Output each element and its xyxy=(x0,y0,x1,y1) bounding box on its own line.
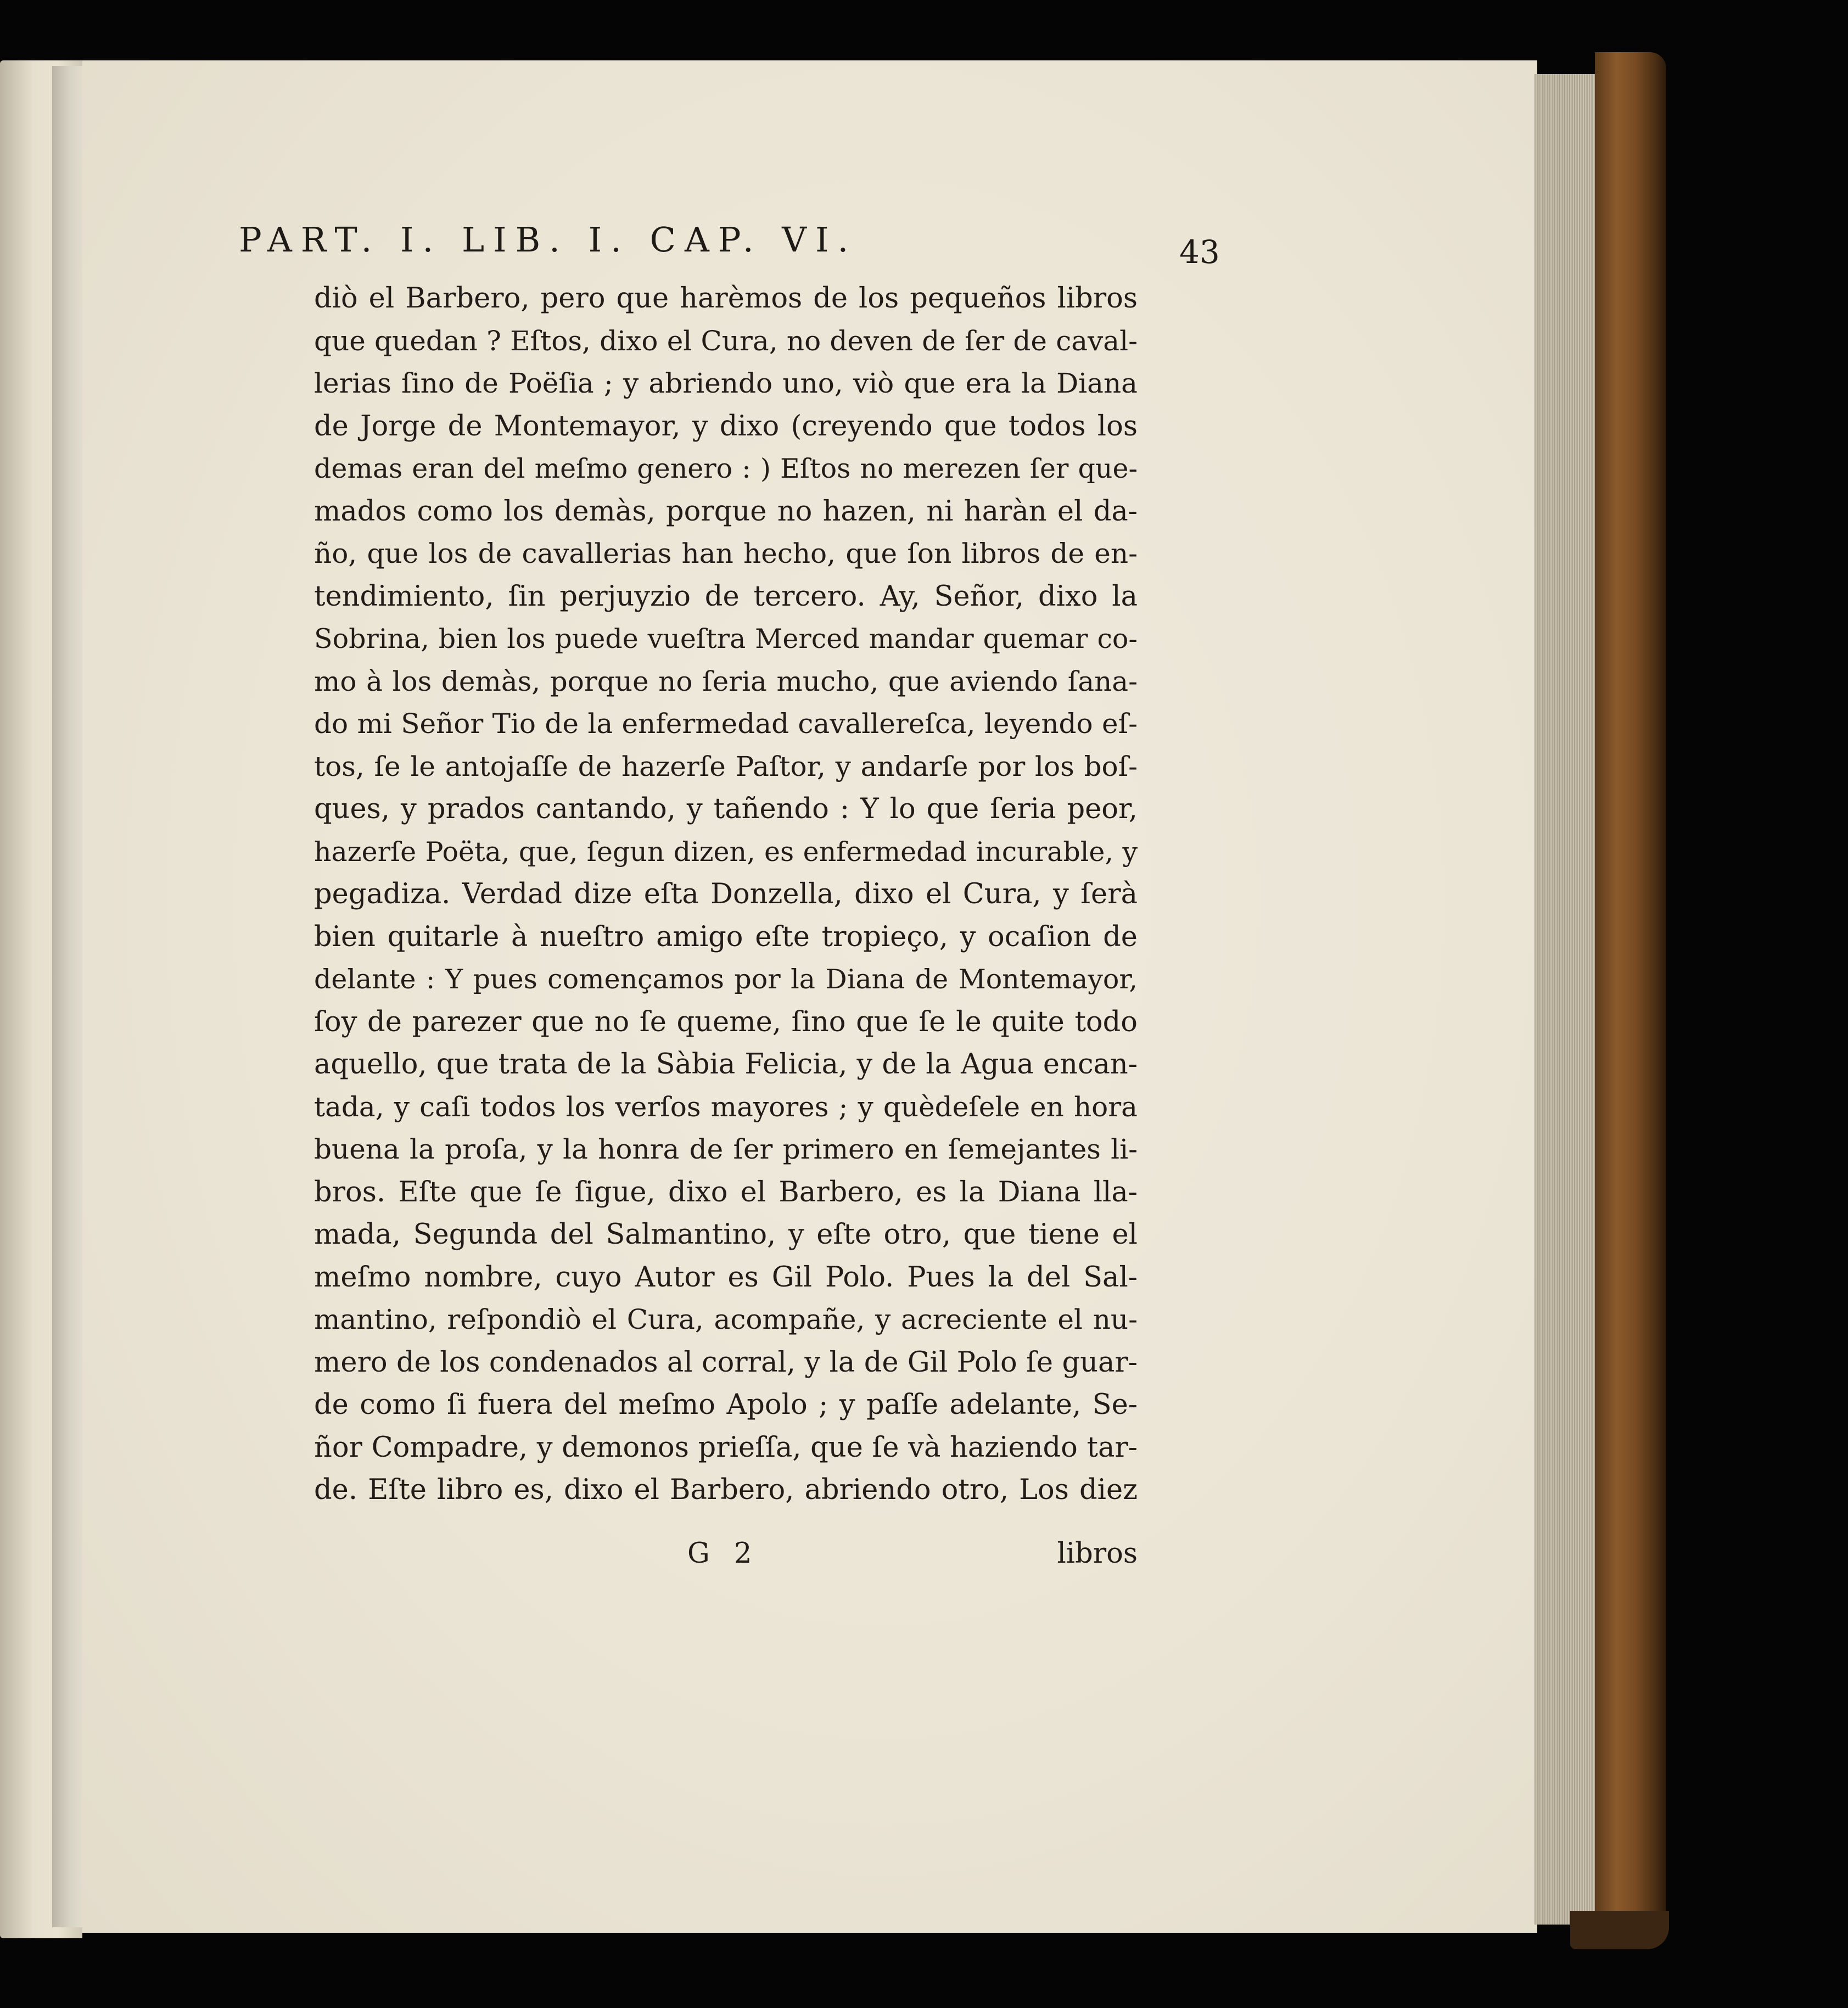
catchword: libros xyxy=(1057,1537,1138,1570)
text-line: aquello, que trata de la Sàbia Felicia, y de la Agua encan- xyxy=(314,1048,1138,1081)
signature-mark: G 2 xyxy=(687,1537,760,1570)
text-line: de Jorge de Montemayor, y dixo (creyendo que todos los xyxy=(314,410,1138,443)
text-line: diò el Barbero, pero que harèmos de los pequeños libros xyxy=(314,282,1138,315)
text-line: ques, y prados cantando, y tañendo : Y lo que ſeria peor, xyxy=(314,793,1138,825)
text-line: delante : Y pues començamos por la Diana de Montemayor, xyxy=(314,964,1138,995)
text-line: lerias ſino de Poëſia ; y abriendo uno, viò que era la Diana xyxy=(314,367,1138,399)
text-line: ño, que los de cavallerias han hecho, que ſon libros de en- xyxy=(314,538,1138,569)
text-line: hazerſe Poëta, que, ſegun dizen, es enfermedad incurable, y xyxy=(314,836,1138,868)
leather-cover xyxy=(1595,52,1666,1947)
text-line: tada, y caſi todos los verſos mayores ; y quèdeſele en hora xyxy=(314,1090,1138,1123)
text-line: mero de los condenados al corral, y la de Gil Polo ſe guar- xyxy=(314,1346,1138,1379)
text-line: ſoy de parezer que no ſe queme, ſino que ſe le quite todo xyxy=(314,1005,1138,1038)
cover-corner xyxy=(1570,1911,1669,1949)
page-number: 43 xyxy=(1179,233,1220,271)
footer-line xyxy=(314,1532,1138,1576)
body-text xyxy=(314,277,1138,1512)
running-head: PART. I. LIB. I. CAP. VI. xyxy=(239,220,858,260)
text-line: bien quitarle à nueſtro amigo eſte tropieço, y ocaſion de xyxy=(314,920,1138,953)
page-edges xyxy=(1535,74,1600,1925)
text-line: de como ſi fuera del meſmo Apolo ; y paſſe adelante, Se- xyxy=(314,1389,1138,1421)
text-line: ñor Compadre, y demonos prieſſa, que ſe và haziendo tar- xyxy=(314,1431,1138,1464)
text-line: de. Eſte libro es, dixo el Barbero, abriendo otro, Los diez xyxy=(314,1474,1138,1506)
text-line: pegadiza. Verdad dize eſta Donzella, dixo el Cura, y ſerà xyxy=(314,878,1138,910)
text-line: mada, Segunda del Salmantino, y eſte otro, que tiene el xyxy=(314,1218,1138,1251)
text-line: do mi Señor Tio de la enfermedad cavallereſca, leyendo eſ- xyxy=(314,708,1138,740)
text-line: demas eran del meſmo genero : ) Eſtos no merezen ſer que- xyxy=(314,453,1138,484)
text-line: bros. Eſte que ſe ſigue, dixo el Barbero, es la Diana lla- xyxy=(314,1176,1138,1209)
text-line: Sobrina, bien los puede vueſtra Merced mandar quemar co- xyxy=(314,623,1138,655)
text-line: buena la proſa, y la honra de ſer primero en ſemejantes li- xyxy=(314,1133,1138,1165)
text-line: mo à los demàs, porque no ſeria mucho, que aviendo ſana- xyxy=(314,665,1138,697)
text-line: que quedan ? Eſtos, dixo el Cura, no deven de ſer de caval- xyxy=(314,325,1138,357)
text-line: meſmo nombre, cuyo Autor es Gil Polo. Pues la del Sal- xyxy=(314,1261,1138,1294)
text-line: mados como los demàs, porque no hazen, ni haràn el da- xyxy=(314,495,1138,528)
text-line: mantino, reſpondiò el Cura, acompañe, y acreciente el nu- xyxy=(314,1304,1138,1335)
text-line: tendimiento, ſin perjuyzio de tercero. Ay, Señor, dixo la xyxy=(314,580,1138,613)
text-line: tos, ſe le antojaſſe de hazerſe Paſtor, y andarſe por los boſ- xyxy=(314,750,1138,782)
